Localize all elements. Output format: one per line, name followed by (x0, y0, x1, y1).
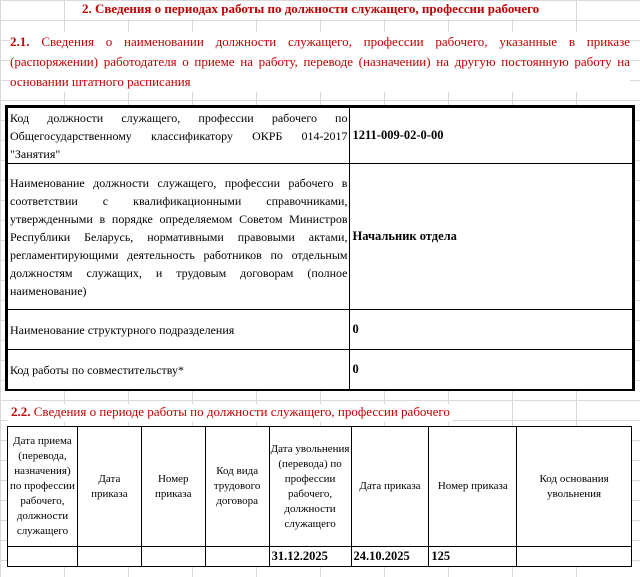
table-row (8, 310, 633, 350)
occupation-code-cell[interactable]: 1211-009-02-0-00 (350, 108, 633, 164)
position-name-label: Наименование должности служащего, профессии рабочего в соответствии с квалификационными справочниками, утвержденными в порядке определяемом Советом Министров Республики Беларусь, нормативными правовыми актами, регламентирующими деятельность работников по отдельным должностям служащих, и трудовым договорам (полное наименование) (8, 164, 350, 310)
contract-type-code-header: Код вида трудового договора (205, 427, 269, 547)
department-name-label: Наименование структурного подразделения (8, 310, 350, 350)
contract-type-code-cell[interactable] (205, 547, 269, 567)
dismissal-date-cell[interactable]: 31.12.2025 (269, 547, 351, 567)
section-2-1-heading (10, 32, 630, 92)
part-time-code-cell[interactable]: 0 (350, 350, 633, 390)
dismissal-order-date-header: Дата приказа (351, 427, 429, 547)
work-period-table (7, 426, 632, 567)
section-2-1-text: Сведения о наименовании должности служащего, профессии рабочего, указанные в приказе (распоряжении) работодателя о приеме на работу, переводе (назначении) на другую постоянную работу на основании штатного расписания (10, 34, 631, 89)
position-name-cell[interactable]: Начальник отдела (350, 164, 633, 310)
position-info-table (5, 105, 635, 391)
section-2-2-number: 2.2. (11, 404, 31, 419)
table-row (8, 164, 633, 310)
hire-order-number-cell[interactable] (141, 547, 205, 567)
part-time-code-label: Код работы по совместительству* (8, 350, 350, 390)
hire-date-header: Дата приема (перевода, назначения) по профессии рабочего, должности служащего (8, 427, 78, 547)
dismissal-order-date-cell[interactable]: 24.10.2025 (351, 547, 429, 567)
dismissal-reason-code-header: Код основания увольнения (517, 427, 632, 547)
section-2-2-text: Сведения о периоде работы по должности служащего, профессии рабочего (33, 404, 450, 419)
hire-order-date-cell[interactable] (77, 547, 141, 567)
table-row (8, 108, 633, 164)
hire-date-cell[interactable] (8, 547, 78, 567)
dismissal-date-header: Дата увольнения (перевода) по профессии рабочего, должности служащего (269, 427, 351, 547)
dismissal-order-number-header: Номер приказа (429, 427, 517, 547)
hire-order-date-header: Дата приказа (77, 427, 141, 547)
table-row (8, 350, 633, 390)
department-name-cell[interactable]: 0 (350, 310, 633, 350)
section-2-title: 2. Сведения о периодах работы по должности служащего, профессии рабочего (78, 1, 543, 19)
dismissal-reason-code-cell[interactable] (517, 547, 632, 567)
table-row (8, 547, 632, 567)
section-2-2-heading (8, 404, 453, 422)
section-2-1-number: 2.1. (10, 34, 30, 49)
hire-order-number-header: Номер приказа (141, 427, 205, 547)
dismissal-order-number-cell[interactable]: 125 (429, 547, 517, 567)
occupation-code-label: Код должности служащего, профессии рабочего по Общегосударственному классификатору ОКРБ 014-2017 "Занятия" (8, 108, 350, 164)
table-header-row (8, 427, 632, 547)
